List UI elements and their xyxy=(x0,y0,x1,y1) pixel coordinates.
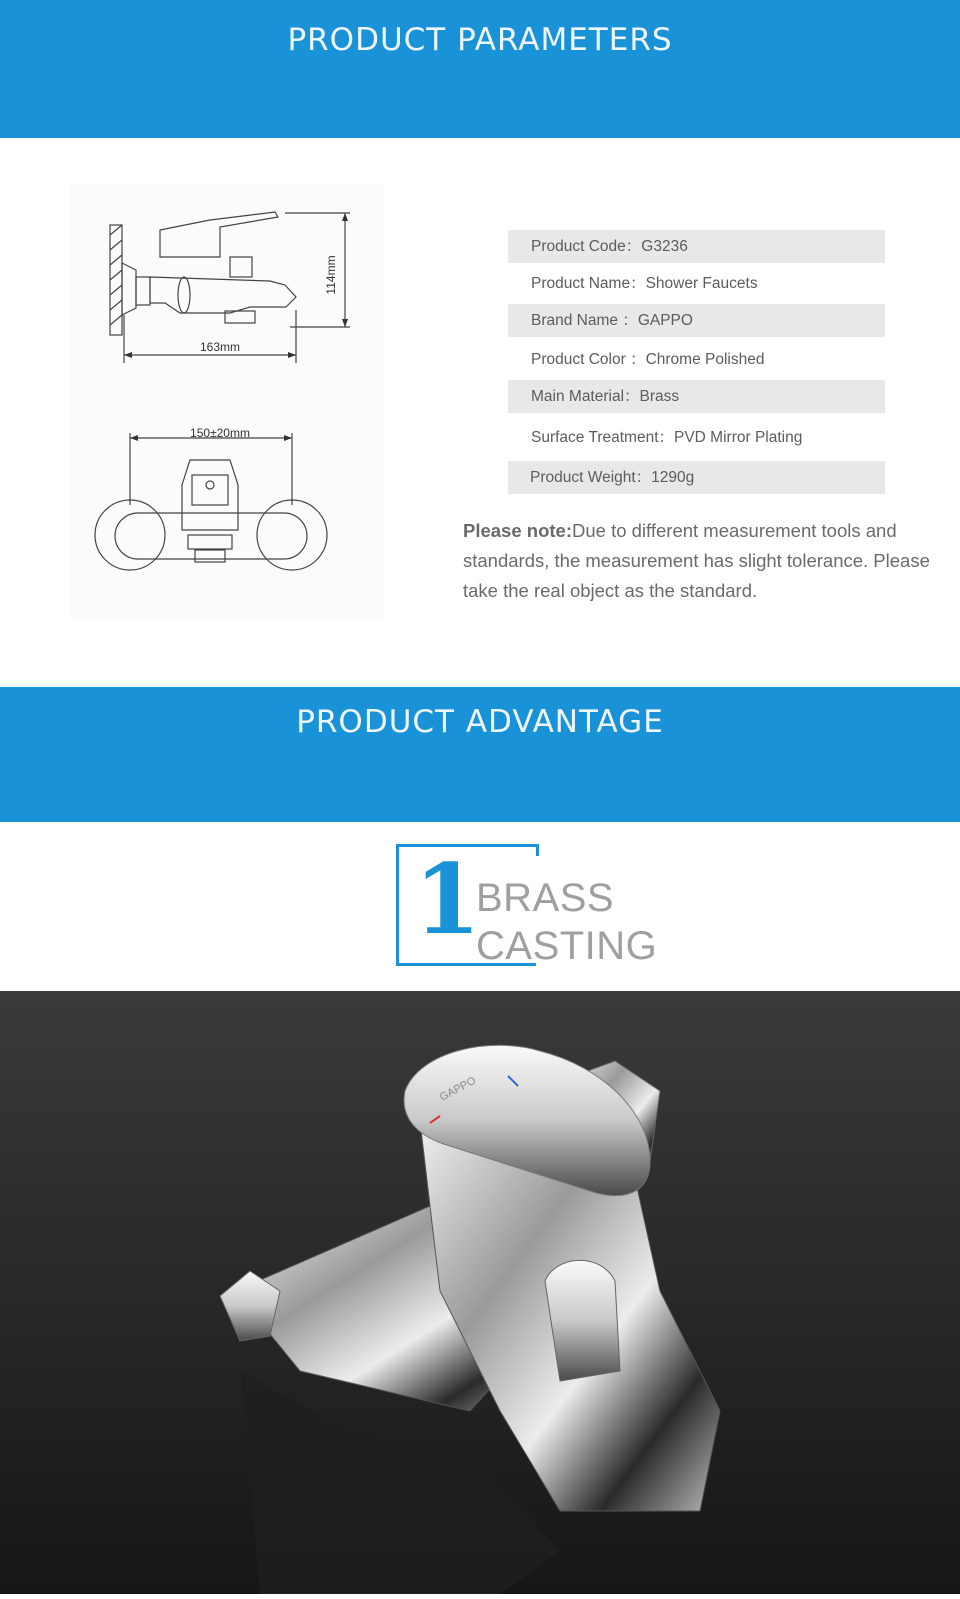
feature-label xyxy=(476,874,657,970)
brand-mark: GAPPO xyxy=(437,1074,478,1104)
decorative-fill-text: ​ xyxy=(352,75,608,81)
dimension-drawing xyxy=(70,185,385,620)
dimension-height-label: 114mm xyxy=(324,255,338,295)
note-text: Due to different measurement tools and standards, the measurement has slight tolerance. Please take the real object as the standard. xyxy=(463,520,930,601)
parameters-title: PRODUCT PARAMETERS xyxy=(287,22,673,58)
dimension-length-label: 163mm xyxy=(199,340,241,354)
product-photo xyxy=(0,991,960,1594)
dimension-spacing-label: 150±20mm xyxy=(190,426,250,440)
parameters-header-band xyxy=(0,0,960,138)
advantage-title: PRODUCT ADVANTAGE xyxy=(296,704,664,740)
feature-line-2: CASTING xyxy=(476,924,658,968)
param-row-brand: Brand Name ：GAPPO xyxy=(508,304,885,337)
advantage-header-band xyxy=(0,687,960,822)
param-row-surface: Surface Treatment：PVD Mirror Plating xyxy=(531,429,803,446)
param-row-code: Product Code：G3236 xyxy=(508,230,885,263)
param-row-color: Product Color ：Chrome Polished xyxy=(531,351,765,368)
measurement-note xyxy=(463,516,933,606)
decorative-fill-text xyxy=(0,746,960,762)
param-row-weight: Product Weight：1290g xyxy=(508,461,885,494)
param-row-name: Product Name：Shower Faucets xyxy=(531,275,758,292)
faucet-photo-svg xyxy=(0,991,960,1594)
param-row-material: Main Material：Brass xyxy=(508,380,885,413)
note-label: Please note: xyxy=(463,520,572,541)
feature-number: 1 xyxy=(414,843,481,956)
feature-line-1: BRASS xyxy=(476,876,615,920)
feature-brass-casting xyxy=(396,844,656,968)
faucet-dimension-svg xyxy=(70,185,385,620)
